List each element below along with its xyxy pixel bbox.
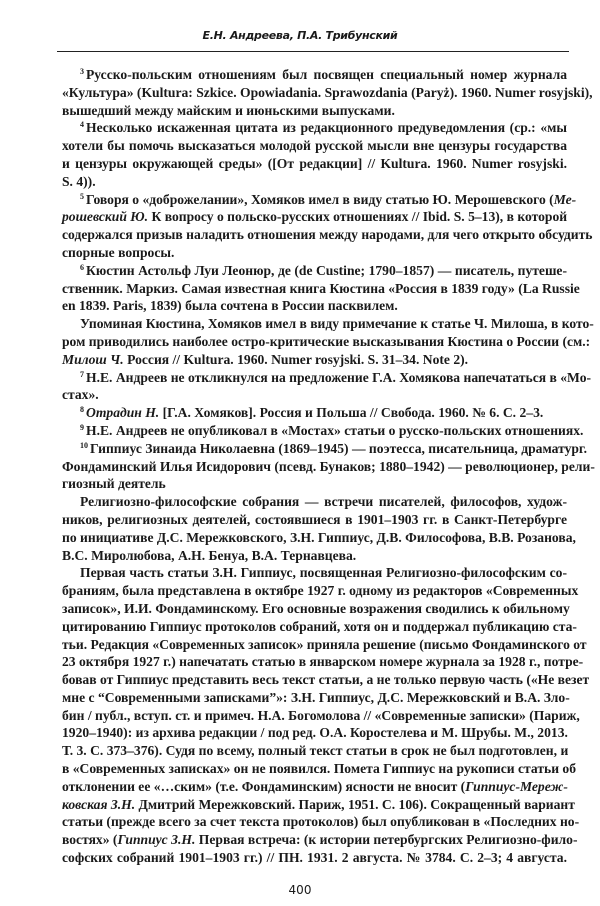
text: Т. 3. С. 373–376). Судя по всему, полный текст статьи в срок не был подготовлен, и bbox=[62, 743, 569, 759]
text-line bbox=[62, 244, 567, 262]
text-line bbox=[62, 529, 576, 547]
footnote-number: 4 bbox=[80, 120, 84, 130]
italic-text: Гиппиус З.Н. bbox=[117, 832, 196, 848]
text: востях» ( bbox=[62, 832, 118, 848]
text: «Культура» (Kultura: Szkice. Opowiadania. Sprawozdania (Paryż). 1960. Numer rosyjski), bbox=[62, 84, 593, 100]
text-line bbox=[62, 742, 567, 760]
page-number: 400 bbox=[288, 883, 312, 897]
text: по инициативе Д.С. Мережковского, З.Н. Гиппиус, Д.В. Философова, В.В. Розанова, bbox=[62, 529, 576, 545]
italic-text: Милош Ч. bbox=[62, 351, 124, 367]
text: Первая встреча: (к истории петербургских Религиозно-фило- bbox=[195, 832, 578, 848]
header-rule bbox=[57, 51, 569, 52]
text-line bbox=[62, 511, 567, 529]
text: записок», И.И. Фондаминскому. Его основные возражения сводились к обильному bbox=[62, 600, 570, 616]
text-line bbox=[62, 653, 584, 671]
text: статьи (прежде всего за счет текста протоколов) был опубликован в «Последних но- bbox=[62, 814, 580, 830]
text-line bbox=[62, 66, 567, 84]
text: тьи. Редакция «Современных записок» приняла решение (письмо Фондаминского от bbox=[62, 636, 587, 652]
text-line bbox=[62, 191, 577, 209]
text: Несколько искаженная цитата из редакционного предуведомления (ср.: «мы bbox=[86, 120, 567, 136]
footnote-3 bbox=[62, 66, 593, 119]
footnote-number: 7 bbox=[80, 369, 84, 379]
text-line bbox=[62, 689, 570, 707]
text: В.С. Миролюбова, А.Н. Бенуа, В.А. Тернавцева. bbox=[62, 547, 357, 563]
text: бовав от Гиппиус представить весь текст статьи, а не только первую часть («Не везет bbox=[62, 672, 590, 688]
paragraph bbox=[62, 315, 594, 368]
page-body bbox=[62, 66, 595, 867]
text: 1920–1940): из архива редакции / под ред. О.А. Коростелева и М. Шрубы. М., 2013. bbox=[62, 725, 568, 741]
italic-text: Гиппиус-Мереж- bbox=[465, 778, 568, 794]
footnote-4 bbox=[62, 119, 567, 190]
text-line bbox=[62, 440, 587, 458]
footnote-number: 3 bbox=[80, 67, 84, 76]
text: ром приводились наиболее остро-критические высказывания Кюстина о России (см.: bbox=[62, 333, 591, 349]
text: Гиппиус Зинаида Николаевна (1869–1945) — поэтесса, писательница, драматург. bbox=[90, 440, 587, 456]
text: Религиозно-философские собрания — встречи писателей, философов, худож- bbox=[80, 494, 567, 510]
text-line bbox=[62, 102, 567, 120]
text-line bbox=[62, 582, 579, 600]
text: К вопросу о польско-русских отношениях // Ibid. S. 5–13), в которой bbox=[148, 209, 568, 225]
text-line bbox=[62, 297, 567, 315]
italic-text: Ме- bbox=[553, 191, 577, 207]
text: S. 4)). bbox=[62, 173, 96, 189]
text-line bbox=[62, 778, 567, 796]
text: вышедший между майским и июньскими выпусками. bbox=[62, 102, 395, 118]
text-line bbox=[62, 226, 593, 244]
text-line bbox=[62, 458, 595, 476]
footnote-number: 9 bbox=[80, 422, 84, 432]
text-line bbox=[62, 386, 567, 404]
text: Русско-польским отношениям был посвящен специальный номер журнала bbox=[86, 67, 567, 82]
text-line bbox=[62, 173, 567, 191]
text: и цензуры окружающей среды» ([От редакции] // Kultura. 1960. Numer rosyjski. bbox=[62, 155, 567, 171]
footnote-10 bbox=[62, 440, 595, 493]
text-line bbox=[62, 636, 587, 654]
text-line bbox=[62, 369, 592, 387]
text-line bbox=[62, 600, 570, 618]
text: Фондаминский Илья Исидорович (псевд. Бунаков; 1880–1942) — революционер, рели- bbox=[62, 458, 595, 474]
text-line bbox=[62, 208, 567, 226]
text: Россия // Kultura. 1960. Numer rosyjski. S. 31–34. Note 2). bbox=[123, 351, 469, 367]
text: спорные вопросы. bbox=[62, 244, 175, 260]
text-line bbox=[62, 351, 567, 369]
text-line bbox=[62, 262, 567, 280]
text: en 1839. Paris, 1839) была сочтена в России пасквилем. bbox=[62, 298, 398, 314]
text-line bbox=[62, 333, 591, 351]
text: ников, религиозных деятелей, состоявшиеся в 1901–1903 гг. в Санкт-Петербурге bbox=[62, 511, 567, 527]
text-line bbox=[62, 671, 590, 689]
text: 23 октября 1927 г.) напечатать статью в январском номере журнала за 1928 г., потре- bbox=[62, 654, 584, 670]
text-line bbox=[62, 618, 577, 636]
text: браниям, была представлена в октябре 1927 г. одному из редакторов «Современных bbox=[62, 583, 579, 599]
text-line bbox=[62, 155, 567, 173]
footnote-5 bbox=[62, 191, 593, 262]
text: софских собраний 1901–1903 гг.) // ПН. 1931. 2 августа. № 3784. С. 2–3; 4 августа. bbox=[62, 850, 567, 866]
text: Первая часть статьи З.Н. Гиппиус, посвященная Религиозно-философским со- bbox=[80, 565, 567, 581]
text-line bbox=[62, 493, 567, 511]
footnote-number: 6 bbox=[80, 262, 84, 272]
text: Дмитрий Мережковский. Париж, 1951. С. 106). Сокращенный вариант bbox=[135, 796, 575, 812]
running-header: Е.Н. Андреева, П.А. Трибунский bbox=[202, 29, 398, 42]
text-line bbox=[62, 280, 580, 298]
text-line bbox=[62, 724, 567, 742]
text-line bbox=[62, 849, 567, 867]
text-line bbox=[62, 831, 578, 849]
footnote-6 bbox=[62, 262, 580, 315]
text-line bbox=[62, 796, 575, 814]
text: Н.Е. Андреев не откликнулся на предложение Г.А. Хомякова напечататься в «Мо- bbox=[86, 369, 592, 385]
text-line bbox=[62, 760, 577, 778]
footnote-number: 8 bbox=[80, 405, 84, 415]
text: стах». bbox=[62, 387, 99, 403]
text-line bbox=[62, 564, 567, 582]
paragraph bbox=[62, 493, 576, 564]
footnote-9 bbox=[62, 422, 584, 440]
footnote-number: 5 bbox=[80, 191, 84, 201]
italic-text: ковская З.Н. bbox=[62, 796, 136, 812]
text-line bbox=[62, 119, 567, 137]
text: Кюстин Астольф Луи Леонюр, де (de Custine; 1790–1857) — писатель, путеше- bbox=[86, 262, 567, 278]
text: мне с “Современными записками”»: З.Н. Гиппиус, Д.С. Мережковский и В.А. Зло- bbox=[62, 689, 570, 705]
text: Н.Е. Андреев не опубликовал в «Мостах» статьи о русско-польских отношениях. bbox=[86, 422, 584, 438]
text: цитированию Гиппиус протоколов собраний, хотя он и поддержал публикацию ста- bbox=[62, 618, 577, 634]
footnote-8 bbox=[62, 404, 567, 422]
italic-text: рошевский Ю. bbox=[62, 209, 149, 225]
text-line bbox=[62, 137, 567, 155]
text-line bbox=[62, 475, 567, 493]
text: хотели бы помочь высказаться молодой русской мысли вне цензуры государства bbox=[62, 138, 567, 154]
text-line bbox=[62, 422, 584, 440]
text-line bbox=[62, 84, 593, 102]
text: гиозный деятель bbox=[62, 476, 166, 492]
text-line bbox=[62, 547, 567, 565]
footnote-number: 10 bbox=[80, 440, 88, 450]
text: [Г.А. Хомяков]. Россия и Польша // Свобода. 1960. № 6. С. 2–3. bbox=[159, 405, 544, 421]
text-line bbox=[62, 404, 567, 422]
footnote-7 bbox=[62, 369, 592, 405]
italic-text: Отрадин Н. bbox=[86, 405, 160, 421]
text: в «Современных записках» он не появился. Помета Гиппиус на рукописи статьи об bbox=[62, 761, 577, 777]
text-line bbox=[62, 813, 580, 831]
text-line bbox=[62, 707, 580, 725]
text: бин / публ., вступ. ст. и примеч. Н.А. Богомолова // «Современные записки» (Париж, bbox=[62, 707, 580, 723]
text: содержался призыв наладить отношения между народами, для чего открыто обсудить bbox=[62, 227, 593, 243]
text: ственник. Маркиз. Самая известная книга Кюстина «Россия в 1839 году» (La Russie bbox=[62, 280, 580, 296]
text: отклонении ее «…ским» (т.е. Фондаминским) ясности не вносит ( bbox=[62, 778, 466, 794]
text: Говоря о «доброжелании», Хомяков имел в виду статью Ю. Мерошевского ( bbox=[86, 191, 554, 207]
paragraph bbox=[62, 564, 590, 867]
text-line bbox=[62, 315, 594, 333]
text: Упоминая Кюстина, Хомяков имел в виду примечание к статье Ч. Милоша, в кото- bbox=[80, 316, 594, 332]
